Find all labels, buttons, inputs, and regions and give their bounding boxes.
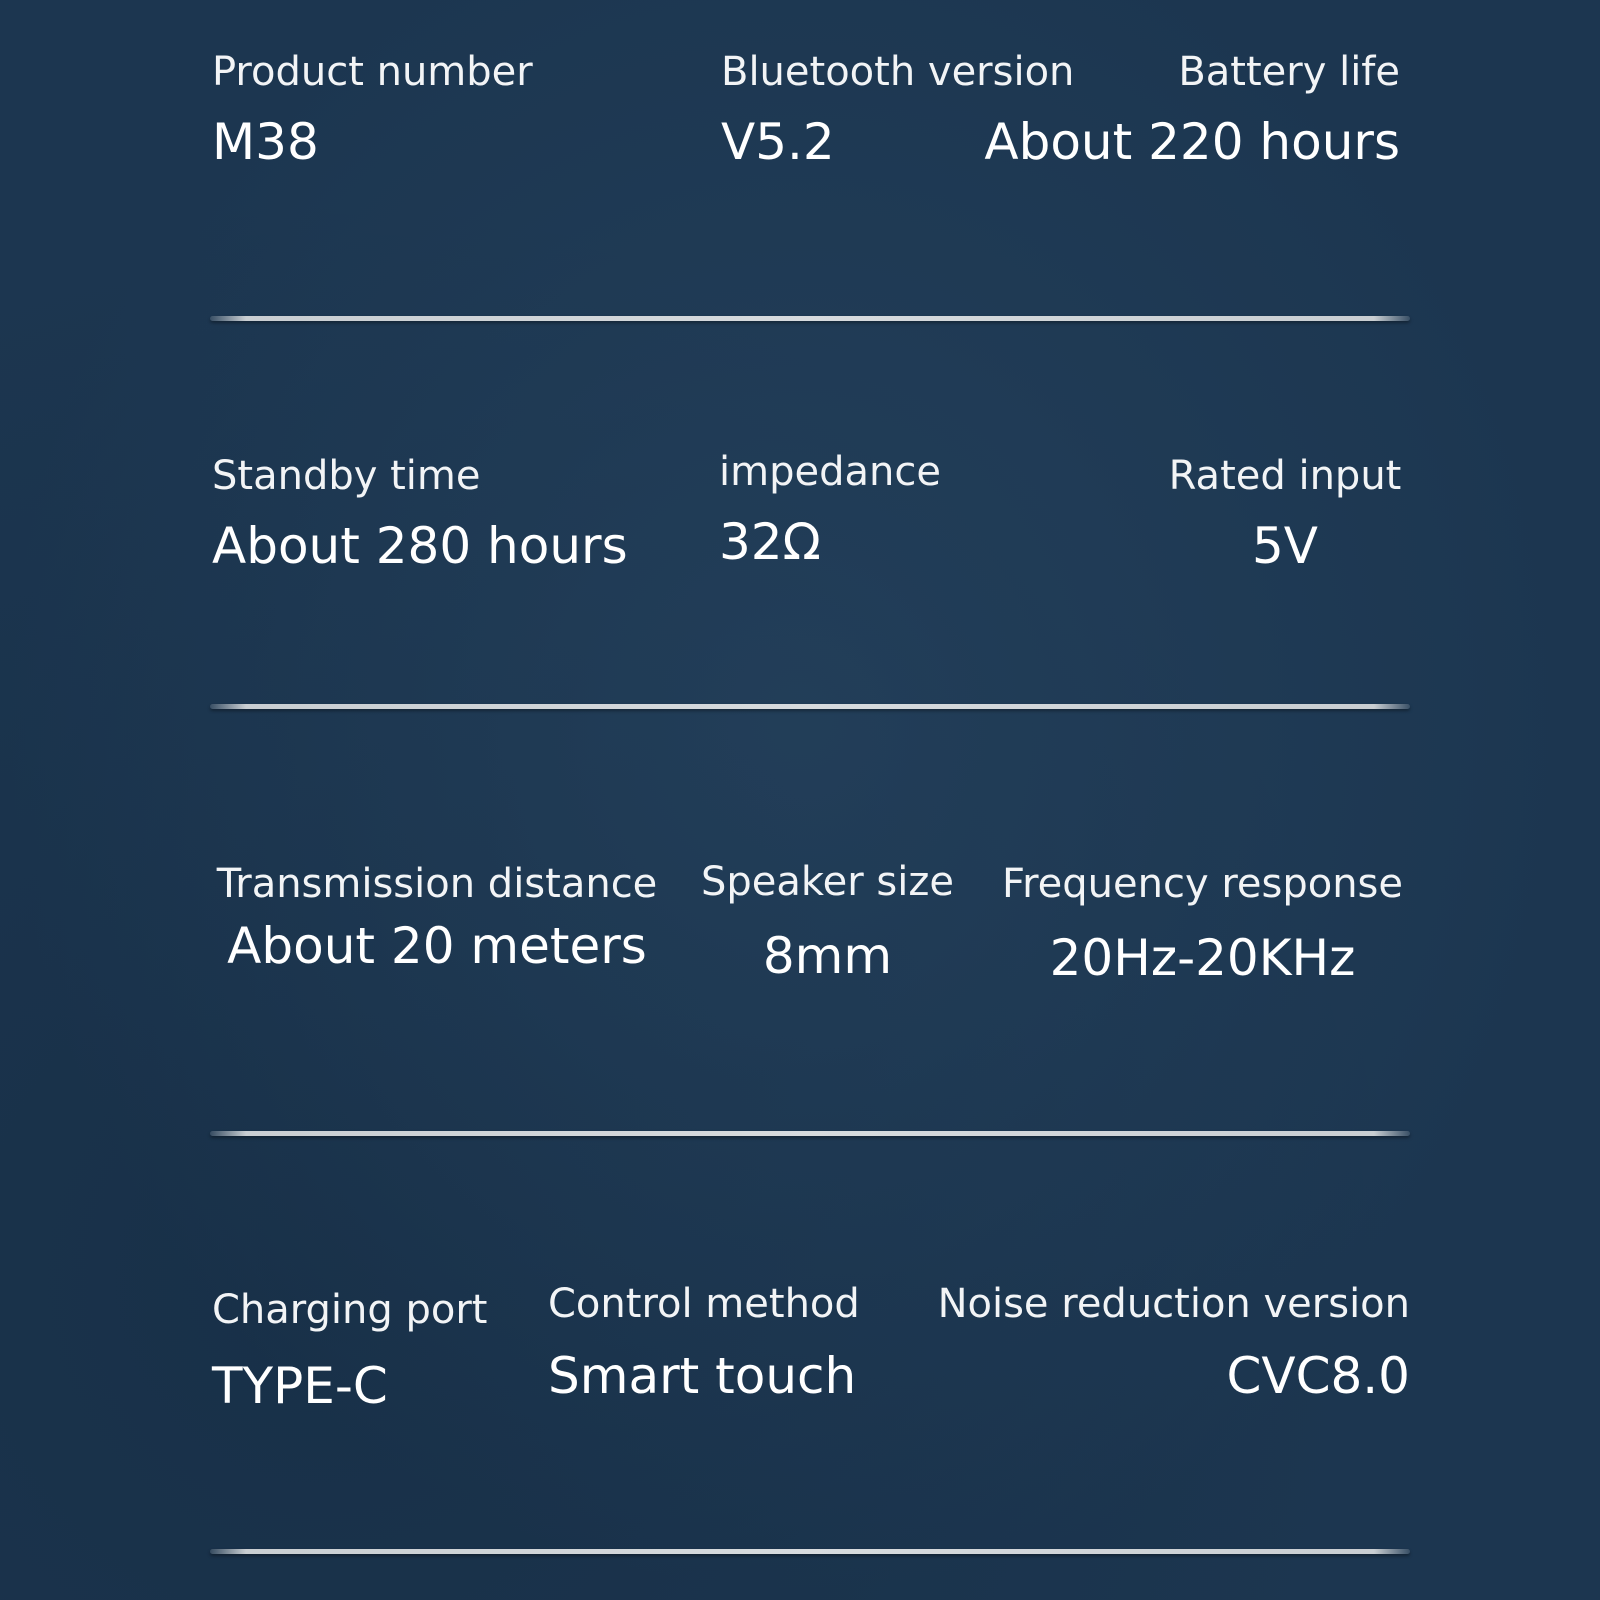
spec-value: 5V [1251, 517, 1318, 575]
spec-rated-input [1160, 452, 1410, 576]
spec-label: Standby time [212, 453, 481, 499]
spec-product-number [212, 48, 533, 172]
spec-label: Bluetooth version [721, 49, 1075, 95]
spec-value: TYPE-C [212, 1357, 388, 1415]
spec-value: CVC8.0 [1226, 1347, 1410, 1405]
spec-label: Transmission distance [216, 861, 658, 907]
divider-line [210, 1131, 1410, 1136]
spec-value: M38 [212, 113, 319, 171]
spec-value: Smart touch [548, 1347, 857, 1405]
spec-noise-reduction-version [938, 1280, 1410, 1406]
spec-value: About 220 hours [984, 113, 1400, 171]
spec-impedance [719, 448, 941, 572]
spec-value: About 20 meters [227, 917, 647, 975]
spec-value: 20Hz-20KHz [1049, 929, 1356, 987]
spec-frequency-response [995, 860, 1410, 988]
spec-control-method [548, 1280, 860, 1406]
spec-label: Product number [212, 49, 533, 95]
spec-label: Charging port [212, 1287, 488, 1333]
spec-label: Control method [548, 1281, 860, 1327]
spec-label: Frequency response [1001, 861, 1404, 907]
spec-value: 32Ω [719, 513, 821, 571]
spec-label: Battery life [1178, 49, 1400, 95]
spec-standby-time [212, 452, 628, 576]
spec-value: V5.2 [721, 113, 835, 171]
spec-battery-life [984, 48, 1400, 172]
spec-label: Rated input [1168, 453, 1402, 499]
spec-value: 8mm [762, 927, 893, 985]
spec-label: Noise reduction version [937, 1281, 1410, 1327]
spec-speaker-size [700, 858, 955, 986]
spec-value: About 280 hours [212, 517, 628, 575]
spec-transmission-distance [212, 860, 662, 976]
divider-line [210, 1549, 1410, 1554]
spec-label: Speaker size [701, 859, 954, 905]
divider-line [210, 316, 1410, 321]
spec-charging-port [212, 1286, 488, 1416]
spec-label: impedance [719, 449, 941, 495]
divider-line [210, 704, 1410, 709]
